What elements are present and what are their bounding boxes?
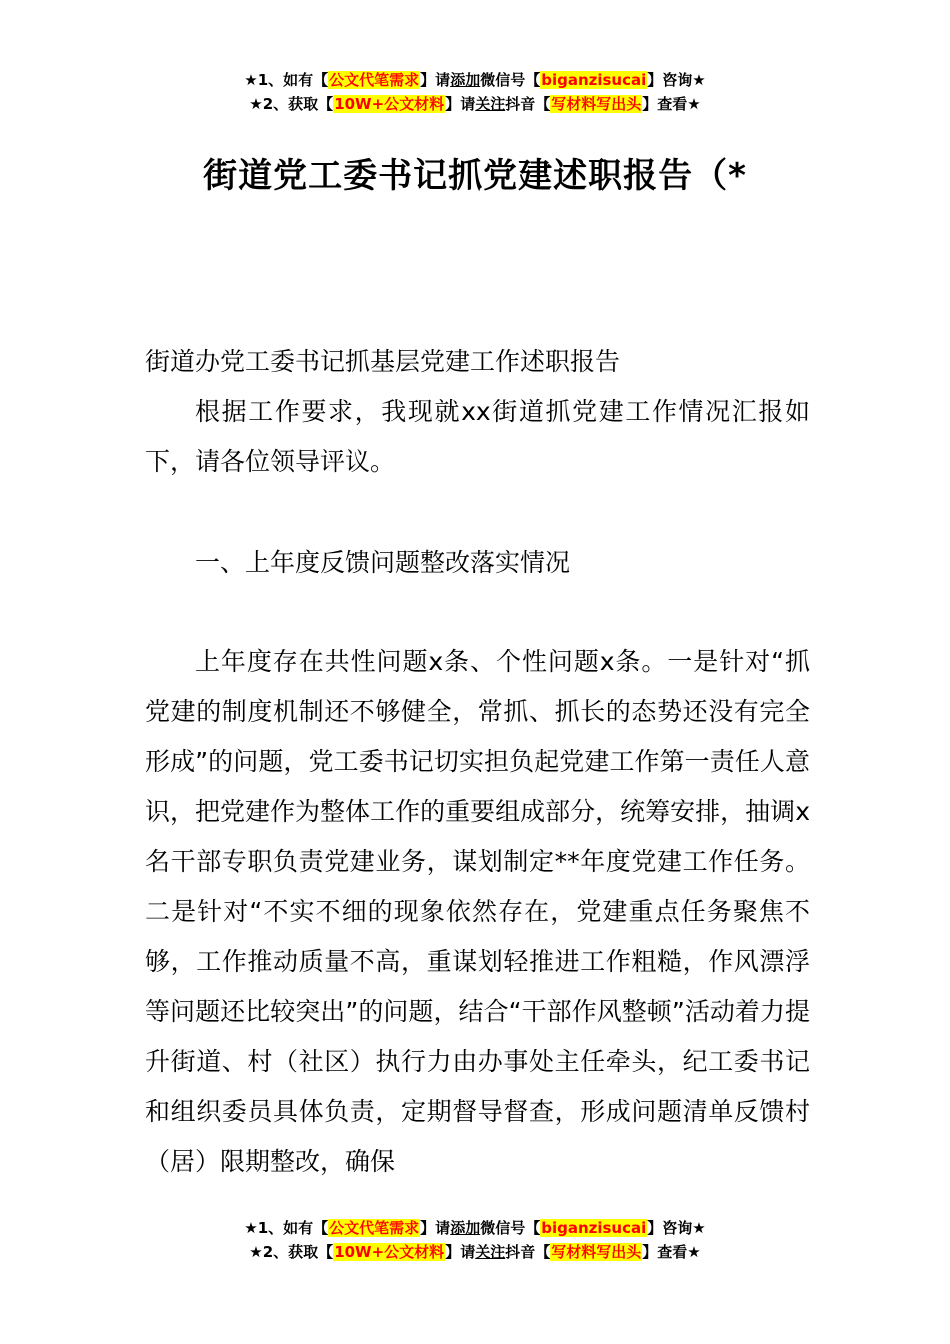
banner-underlined-text: 关注 (475, 1243, 506, 1261)
document-title: 街道党工委书记抓党建述职报告（* (203, 156, 747, 196)
banner-text: ★1、如有【 (244, 71, 329, 89)
banner-text: 】查看★ (642, 1243, 701, 1261)
header-banner (0, 68, 950, 116)
banner-highlight-service: 公文代笔需求 (329, 1219, 420, 1237)
banner-text: 微信号【 (480, 71, 541, 89)
banner-highlight-materials: 10W+公文材料 (334, 95, 445, 113)
section-body-paragraph: 上年度存在共性问题x条、个性问题x条。一是针对“抓党建的制度机制还不够健全，常抓、抓长的态势还没有完全形成”的问题，党工委书记切实担负起党建工作第一责任人意识，把党建作为整体工作的重要组成部分，统筹安排，抽调x名干部专职负责党建业务，谋划制定**年度党建工作任务。二是针对“不实不细的现象依然存在，党建重点任务聚焦不够，工作推动质量不高，重谋划轻推进工作粗糙，作风漂浮等问题还比较突出”的问题，结合“干部作风整顿”活动着力提升街道、村（社区）执行力由办事处主任牵头，纪工委书记和组织委员具体负责，定期督导督查，形成问题清单反馈村（居）限期整改，确保 (145, 647, 810, 1176)
banner-text: 微信号【 (480, 1219, 541, 1237)
banner-text: 抖音【 (505, 95, 551, 113)
banner-text: ★2、获取【 (249, 1243, 334, 1261)
section-heading: 一、上年度反馈问题整改落实情况 (195, 548, 571, 577)
banner-text: 】查看★ (642, 95, 701, 113)
footer-banner-line-1 (0, 1216, 950, 1240)
banner-text: 】请 (420, 71, 451, 89)
banner-text: 抖音【 (505, 1243, 551, 1261)
banner-highlight-douyin-id: 写材料写出头 (551, 95, 642, 113)
banner-highlight-wechat-id: biganzisucai (541, 1219, 647, 1237)
banner-text: ★1、如有【 (244, 1219, 329, 1237)
banner-text: 】请 (445, 95, 476, 113)
banner-underlined-text: 添加 (450, 1219, 481, 1237)
banner-highlight-wechat-id: biganzisucai (541, 71, 647, 89)
banner-highlight-materials: 10W+公文材料 (334, 1243, 445, 1261)
banner-text: 】请 (445, 1243, 476, 1261)
banner-text: 】请 (420, 1219, 451, 1237)
footer-banner-line-2 (0, 1240, 950, 1264)
document-subtitle: 街道办党工委书记抓基层党建工作述职报告 (145, 347, 621, 376)
banner-underlined-text: 添加 (450, 71, 481, 89)
header-banner-line-2 (0, 92, 950, 116)
intro-paragraph: 根据工作要求，我现就xx街道抓党建工作情况汇报如下，请各位领导评议。 (145, 397, 810, 476)
banner-text: 】咨询★ (647, 71, 706, 89)
banner-text: 】咨询★ (647, 1219, 706, 1237)
banner-underlined-text: 关注 (475, 95, 506, 113)
banner-highlight-douyin-id: 写材料写出头 (551, 1243, 642, 1261)
header-banner-line-1 (0, 68, 950, 92)
footer-banner (0, 1216, 950, 1264)
banner-text: ★2、获取【 (249, 95, 334, 113)
banner-highlight-service: 公文代笔需求 (329, 71, 420, 89)
